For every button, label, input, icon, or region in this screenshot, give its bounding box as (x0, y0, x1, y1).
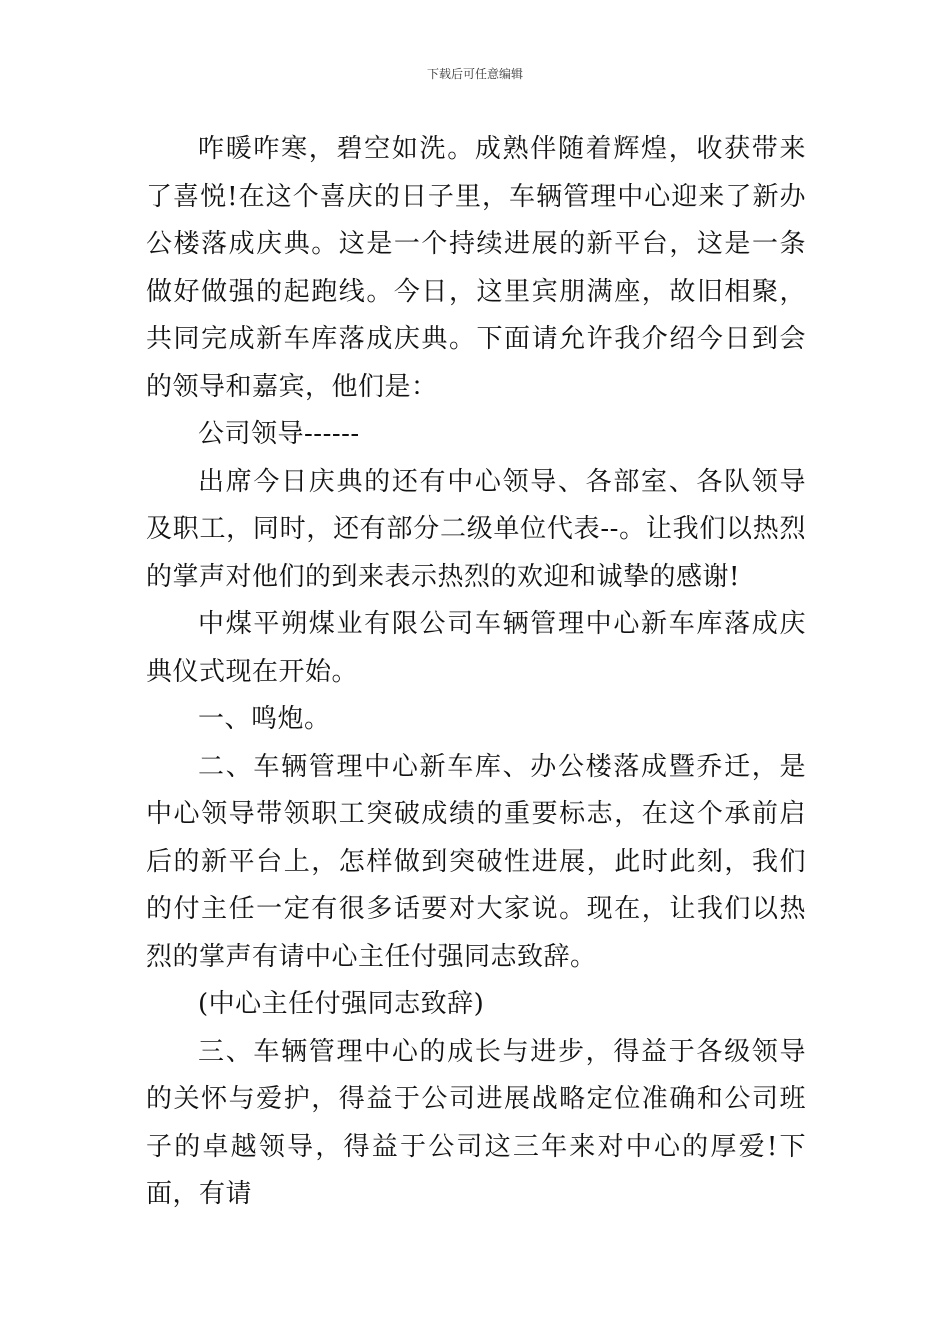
paragraph-item-one: 一、鸣炮。 (198, 704, 331, 734)
paragraph-attendees: 出席今日庆典的还有中心领导、各部室、各队领导及职工，同时，还有部分二级单位代表--。让我们以热烈的掌声对他们的到来表示热烈的欢迎和诚挚的感谢! (146, 466, 806, 592)
paragraph-item-three: 三、车辆管理中心的成长与进步，得益于各级领导的关怀与爱护，得益于公司进展战略定位准确和公司班子的卓越领导，得益于公司这三年来对中心的厚爱!下面，有请 (146, 1036, 806, 1209)
paragraph-speech-note: (中心主任付强同志致辞) (198, 989, 485, 1019)
paragraph-item-two: 二、车辆管理中心新车库、办公楼落成暨乔迁，是中心领导带领职工突破成绩的重要标志，在这个承前启后的新平台上，怎样做到突破性进展，此时此刻，我们的付主任一定有很多话要对大家说。现在，让我们以热烈的掌声有请中心主任付强同志致辞。 (146, 751, 806, 972)
paragraph-ceremony-start: 中煤平朔煤业有限公司车辆管理中心新车库落成庆典仪式现在开始。 (146, 609, 806, 687)
paragraph-company-leaders: 公司领导------ (198, 419, 360, 449)
paragraph-opening: 咋暖咋寒，碧空如洗。成熟伴随着辉煌，收获带来了喜悦!在这个喜庆的日子里，车辆管理中心迎来了新办公楼落成庆典。这是一个持续进展的新平台，这是一条做好做强的起跑线。今日，这里宾朋满座，故旧相聚，共同完成新车库落成庆典。下面请允许我介绍今日到会的领导和嘉宾，他们是： (146, 134, 806, 402)
document-body (146, 126, 806, 1219)
page-header: 下载后可任意编辑 (426, 67, 523, 81)
